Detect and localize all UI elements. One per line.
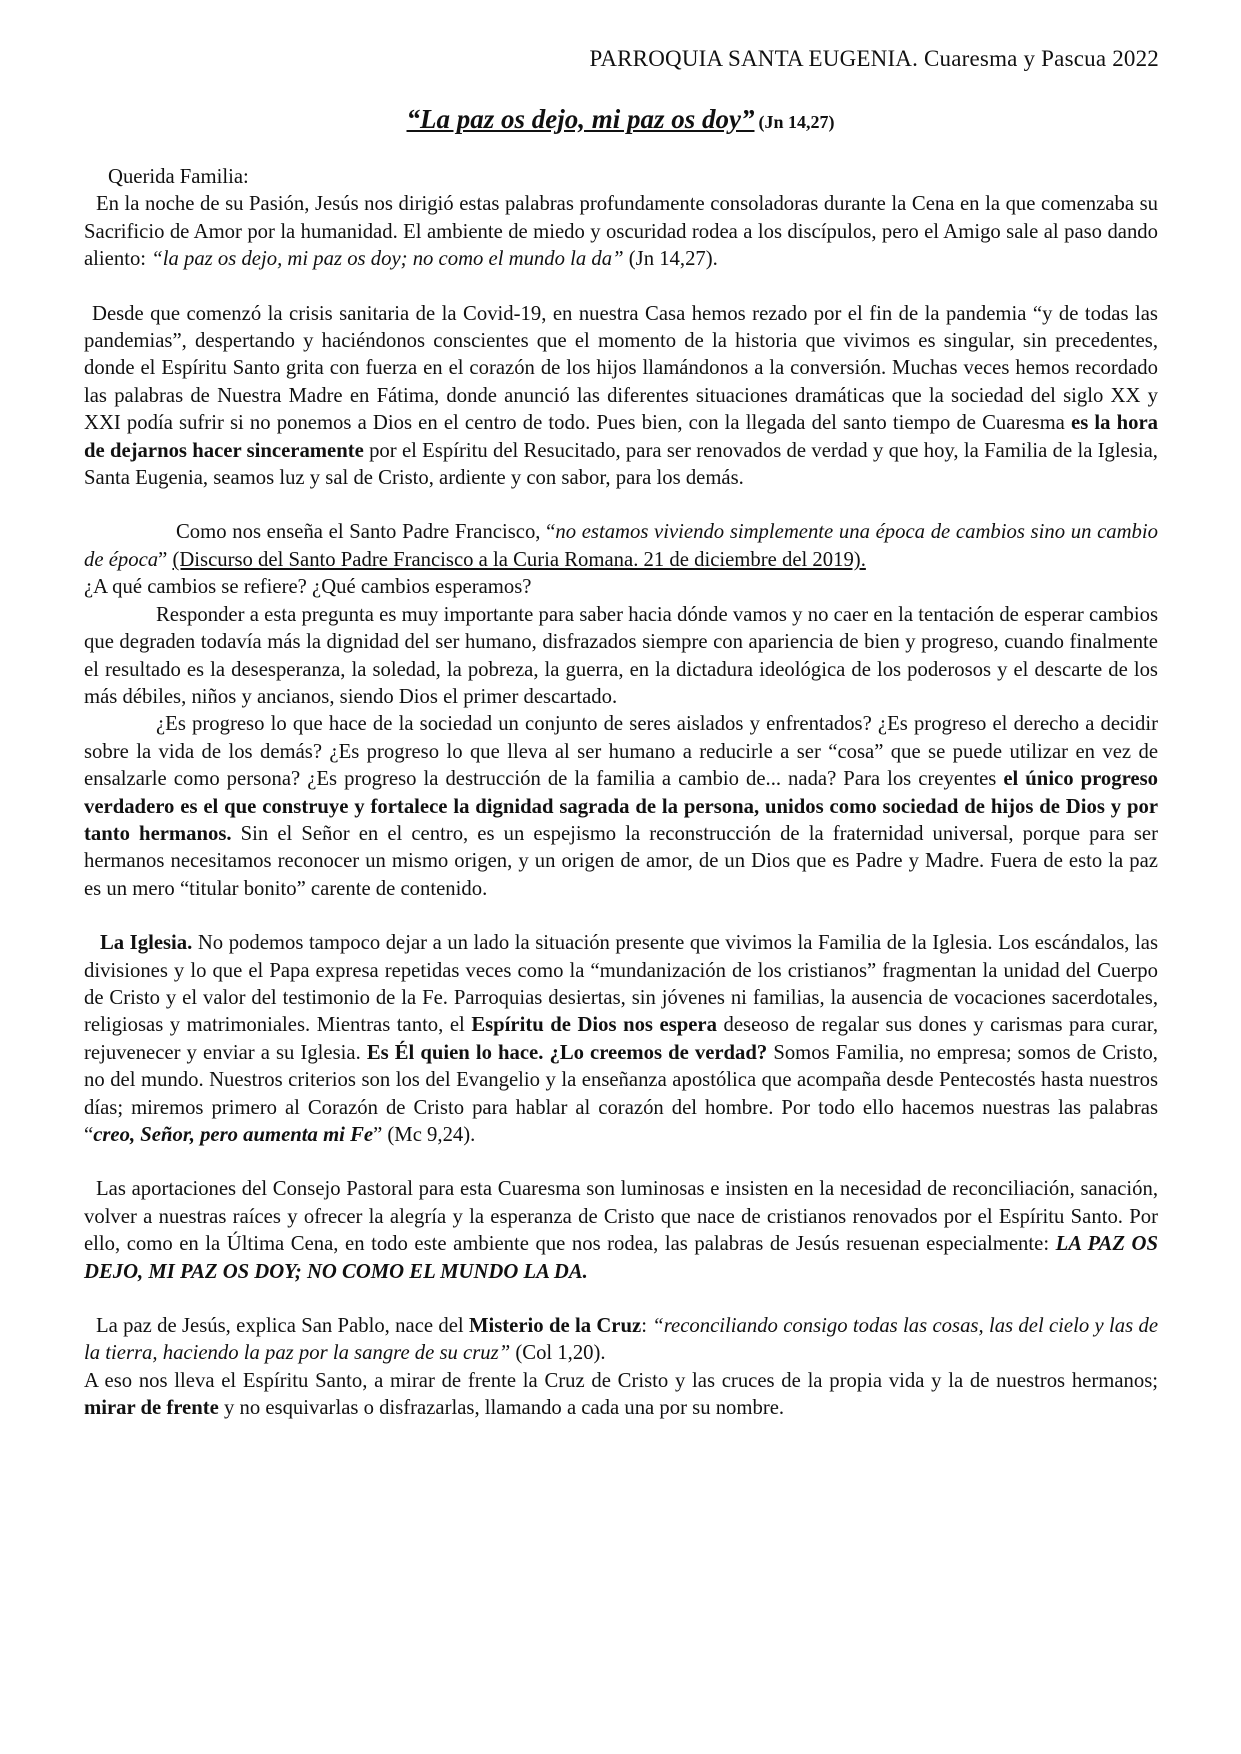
paragraph-6-bold-3: Es Él quien lo hace. ¿Lo creemos de verdad? bbox=[366, 1041, 768, 1064]
paragraph-8-text: La paz de Jesús, explica San Pablo, nace del bbox=[96, 1315, 469, 1338]
paragraph-8-ref: (Col 1,20). bbox=[510, 1342, 606, 1365]
paragraph-2-text-end: por el Espíritu del Resucitado, para ser renovados de verdad y que hoy, la Familia de la Iglesia, Santa Eugenia, seamos luz y sal de Cristo, ardiente y con sabor, para los demás. bbox=[84, 439, 1158, 490]
paragraph-6-bold-2: Espíritu de Dios nos espera bbox=[471, 1014, 717, 1037]
paragraph-9-bold: mirar de frente bbox=[84, 1397, 219, 1420]
paragraph-7 bbox=[84, 1176, 1158, 1286]
paragraph-2 bbox=[84, 301, 1158, 493]
paragraph-3-text: Como nos enseña el Santo Padre Francisco, “ bbox=[176, 521, 556, 544]
paragraph-3 bbox=[84, 519, 1158, 574]
paragraph-1 bbox=[84, 191, 1158, 273]
paragraph-1-ref: (Jn 14,27). bbox=[623, 248, 718, 271]
title-quote: “La paz os dejo, mi paz os doy” bbox=[406, 104, 755, 134]
greeting: Querida Familia: bbox=[108, 166, 249, 188]
paragraph-9-text-end: y no esquivarlas o disfrazarlas, llamando a cada una por su nombre. bbox=[218, 1397, 785, 1420]
paragraph-4: Responder a esta pregunta es muy importante para saber hacia dónde vamos y no caer en la tentación de esperar cambios que degraden todavía más la dignidad del ser humano, disfrazados siempre con apariencia de bien y progreso, cuando finalmente el resultado es la desesperanza, la soledad, la pobreza, la guerra, en la dictadura ideológica de los poderosos y el descarte de los más débiles, niños y ancianos, siendo Dios el primer descartado. bbox=[84, 603, 1158, 708]
paragraph-6-ref: ” (Mc 9,24). bbox=[373, 1124, 476, 1146]
paragraph-5-bold: el único progreso verdadero es el que construye y fortalece la dignidad sagrada de la persona, unidos como sociedad de hijos de Dios y por tanto hermanos. bbox=[84, 768, 1158, 845]
paragraph-2-bold: es la hora de dejarnos hacer sinceramente bbox=[84, 412, 1159, 462]
paragraph-3-quote: no estamos viviendo simplemente una época de cambios sino un cambio de época bbox=[84, 521, 1158, 571]
paragraph-6-heading: La Iglesia. bbox=[100, 932, 193, 955]
paragraph-6 bbox=[84, 930, 1158, 1149]
letter-title bbox=[0, 104, 1241, 135]
paragraph-9 bbox=[84, 1368, 1158, 1423]
paragraph-7-quote: LA PAZ OS DEJO, MI PAZ OS DOY; NO COMO EL MUNDO LA DA. bbox=[84, 1233, 1158, 1283]
paragraph-5-text: ¿Es progreso lo que hace de la sociedad un conjunto de seres aislados y enfrentados? ¿Es progreso el derecho a decidir sobre la vida de los demás? ¿Es progreso lo que lleva al ser humano a reducirle a ser “cosa” que se puede utilizar en vez de ensalzarle como persona? ¿Es progreso la destrucción de la familia a cambio de... nada? Para los creyentes bbox=[84, 713, 1158, 791]
paragraph-6-text-2: deseoso de regalar sus dones y carismas para curar, rejuvenecer y enviar a su Iglesia. bbox=[84, 1014, 1158, 1064]
paragraph-6-quote: creo, Señor, pero aumenta mi Fe bbox=[93, 1124, 374, 1146]
paragraph-1-text: En la noche de su Pasión, Jesús nos dirigió estas palabras profundamente consoladoras durante la Cena en la que comenzaba su Sacrificio de Amor por la humanidad. El ambiente de miedo y oscuridad rodea a los discípulos, pero el Amigo sale al paso dando aliento: bbox=[84, 193, 1158, 271]
paragraph-8-colon: : bbox=[641, 1315, 653, 1338]
paragraph-1-quote: “la paz os dejo, mi paz os doy; no como el mundo la da” bbox=[151, 248, 624, 271]
paragraph-7-text: Las aportaciones del Consejo Pastoral para esta Cuaresma son luminosas e insisten en la necesidad de reconciliación, sanación, volver a nuestras raíces y ofrecer la alegría y la esperanza de Cristo que nace de cristianos renovados por el Espíritu Santo. Por ello, como en la Última Cena, en todo este ambiente que nos rodea, las palabras de Jesús resuenan especialmente: bbox=[84, 1178, 1158, 1256]
paragraph-8-quote: “reconciliando consigo todas las cosas, las del cielo y las de la tierra, haciendo la paz por la sangre de su cruz” bbox=[84, 1315, 1159, 1365]
paragraph-3-quote-close: ” bbox=[158, 548, 173, 571]
paragraph-8-bold: Misterio de la Cruz bbox=[468, 1315, 642, 1338]
paragraph-8 bbox=[84, 1313, 1158, 1368]
paragraph-5-text-end: Sin el Señor en el centro, es un espejismo la reconstrucción de la fraternidad universal, porque para ser hermanos necesitamos reconocer un mismo origen, y un origen de amor, de un Dios que es Padre y Madre. Fuera de esto la paz es un mero “titular bonito” carente de contenido. bbox=[84, 822, 1158, 900]
title-reference: (Jn 14,27) bbox=[758, 112, 835, 132]
paragraph-6-text-3: Somos Familia, no empresa; somos de Cristo, no del mundo. Nuestros criterios son los del Evangelio y la enseñanza apostólica que acompaña desde Pentecostés hasta nuestros días; miremos primero al Corazón de Cristo para hablar al corazón del hombre. Por todo ello hacemos nuestras las palabras “ bbox=[84, 1041, 1158, 1146]
paragraph-3-questions: ¿A qué cambios se refiere? ¿Qué cambios esperamos? bbox=[84, 576, 532, 599]
paragraph-5 bbox=[84, 711, 1158, 903]
paragraph-2-text: Desde que comenzó la crisis sanitaria de la Covid-19, en nuestra Casa hemos rezado por el fin de la pandemia “y de todas las pandemias”, despertando y haciéndonos conscientes que el momento de la historia que vivimos es singular, sin precedentes, donde el Espíritu Santo grita con fuerza en el corazón de los hijos llamándonos a la conversión. Muchas veces hemos recordado las palabras de Nuestra Madre en Fátima, donde anunció las diferentes situaciones dramáticas que la sociedad del siglo XX y XXI podía sufrir si no ponemos a Dios en el centro de todo. Pues bien, con la llegada del santo tiempo de Cuaresma bbox=[84, 302, 1158, 435]
paragraph-6-text-1: No podemos tampoco dejar a un lado la situación presente que vivimos la Familia de la Iglesia. Los escándalos, las divisiones y lo que el Papa expresa repetidas veces como la “mundanización de los cristianos” fragmentan la unidad del Cuerpo de Cristo y el valor del testimonio de la Fe. Parroquias desiertas, sin jóvenes ni familias, la ausencia de vocaciones sacerdotales, religiosas y matrimoniales. Mientras tanto, el bbox=[84, 932, 1159, 1037]
paragraph-9-text: A eso nos lleva el Espíritu Santo, a mirar de frente la Cruz de Cristo y las cruces de la propia vida y la de nuestros hermanos; bbox=[84, 1369, 1158, 1392]
paragraph-3-reference: (Discurso del Santo Padre Francisco a la Curia Romana. 21 de diciembre del 2019). bbox=[172, 548, 866, 571]
letter-body bbox=[84, 164, 1158, 1423]
parish-header: PARROQUIA SANTA EUGENIA. Cuaresma y Pascua 2022 bbox=[589, 46, 1159, 71]
